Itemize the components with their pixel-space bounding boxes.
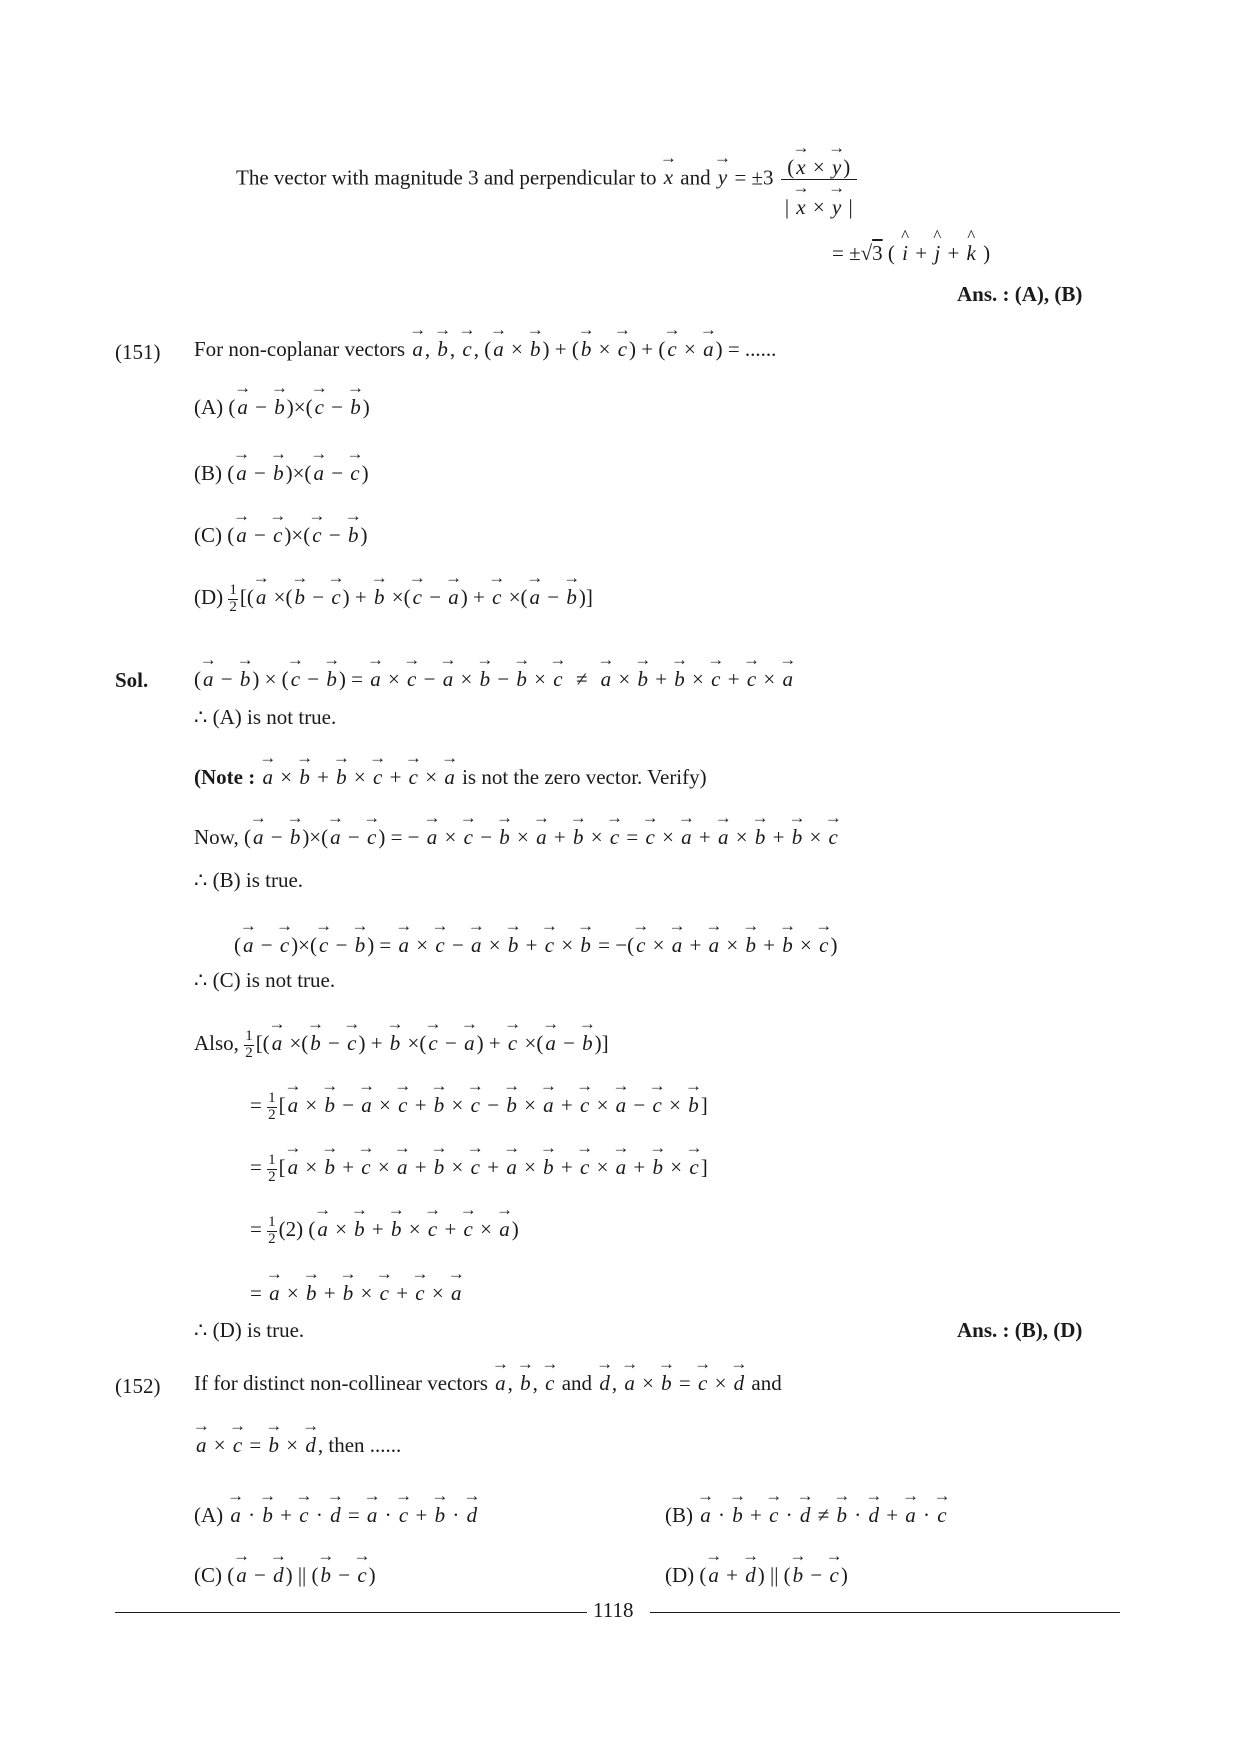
intro-fraction (781, 140, 857, 219)
footer-rule-left (115, 1612, 587, 1613)
question-number-151: (151) (115, 340, 161, 364)
intro-coef: = ±3 (734, 165, 774, 190)
sol-c-not-true: ∴ (C) is not true. (194, 968, 336, 992)
intro-fraction-den: | → x × → y | (781, 180, 857, 219)
q152-option-c: (C) (→ a − → d) || (→ b − → c) (194, 1548, 376, 1588)
sol-answer: Ans. : (B), (D) (957, 1318, 1083, 1342)
page-number: 1118 (593, 1598, 634, 1622)
sol-step-4: = → a × → b + → b × → c + → c × → a (250, 1266, 463, 1306)
sol-step-1: = $\frac{1}{2}$ [→ a × → b − → a × → c + → b × → c − → b × → a + → c × → a − → c × → b] (250, 1078, 708, 1123)
q152-stem: If for distinct non-collinear vectors → a, → b, → c and → d, → a × → b = → c × → d and (194, 1356, 782, 1396)
intro-answer: Ans. : (A), (B) (957, 282, 1083, 306)
note-tail: is not the zero vector. Verify) (462, 765, 707, 789)
sol-step-2: = $\frac{1}{2}$ [→ a × → b + → c × → a + → b × → c + → a × → b + → c × → a + → b × → c] (250, 1140, 708, 1185)
intro-text: The vector with magnitude 3 and perpendicular to (236, 165, 657, 190)
note-label: (Note : (194, 765, 256, 789)
sol-line-1: (→ a − → b) × (→ c − → b) = → a × → c − → a × → b − → b × → c ≠ → a × → b + → b × → c + → c × → a (194, 652, 795, 692)
question-number-152: (152) (115, 1374, 161, 1398)
sol-step-3: = $\frac{1}{2}$ (2) (→ a × → b + → b × → c + → c × → a) (250, 1202, 519, 1247)
q151-option-a: (A) (→ a − → b)×(→ c − → b) (194, 380, 370, 420)
q151-stem-tail: = ...... (727, 337, 777, 361)
footer-rule-right (650, 1612, 1120, 1613)
sol-b-true: ∴ (B) is true. (194, 868, 304, 892)
q151-stem: For non-coplanar vectors → a, → b, → c, (→ a × → b) + (→ b × → c) + (→ c × → a) = ...... (194, 322, 776, 362)
vector-x: → x (664, 150, 673, 189)
q151-stem-text: For non-coplanar vectors (194, 337, 406, 361)
vector-y: → y (718, 150, 727, 189)
q152-option-a: (A) → a · → b + → c · → d = → a · → c + → b · → d (194, 1488, 479, 1528)
sol-c-line: (→ a − → c)×(→ c − → b) = → a × → c − → a × → b + → c × → b = −(→ c × → a + → a × → b + → b × → c) (234, 918, 837, 958)
intro-fraction-num: (→ x × → y) (781, 140, 857, 180)
q151-option-b: (B) (→ a − → b)×(→ a − → c) (194, 446, 369, 486)
q151-option-c: (C) (→ a − → c)×(→ c − → b) (194, 508, 367, 548)
intro-line-2: = ±√3 ( ^ i + ^ j + ^ k ) (832, 226, 990, 266)
intro-line (236, 140, 859, 219)
q151-option-d: (D) $\frac{1}{2}$ [(→ a ×(→ b − → c) + → b ×(→ c − → a) + → c ×(→ a − → b)] (194, 570, 593, 615)
q152-option-d: (D) (→ a + → d) || (→ b − → c) (665, 1548, 848, 1588)
intro-sqrt-coef: = ±√3 (832, 241, 883, 265)
intro-and: and (680, 165, 711, 190)
q152-option-b: (B) → a · → b + → c · → d ≠ → b · → d + → a · → c (665, 1488, 949, 1528)
sol-note: (Note : → a × → b + → b × → c + → c × → a is not the zero vector. Verify) (194, 750, 707, 790)
sol-a-not-true: ∴ (A) is not true. (194, 705, 337, 729)
q152-stem-2: → a × → c = → b × → d, then ...... (194, 1418, 401, 1458)
sol-also-line: Also, $\frac{1}{2}$ [(→ a ×(→ b − → c) + → b ×(→ c − → a) + → c ×(→ a − → b)] (194, 1016, 609, 1061)
sol-d-true: ∴ (D) is true. (194, 1318, 305, 1342)
sol-now-line: Now, (→ a − → b)×(→ a − → c) = − → a × → c − → b × → a + → b × → c = → c × → a + → a × → b + → b × → c (194, 810, 840, 850)
solution-label: Sol. (115, 668, 149, 692)
